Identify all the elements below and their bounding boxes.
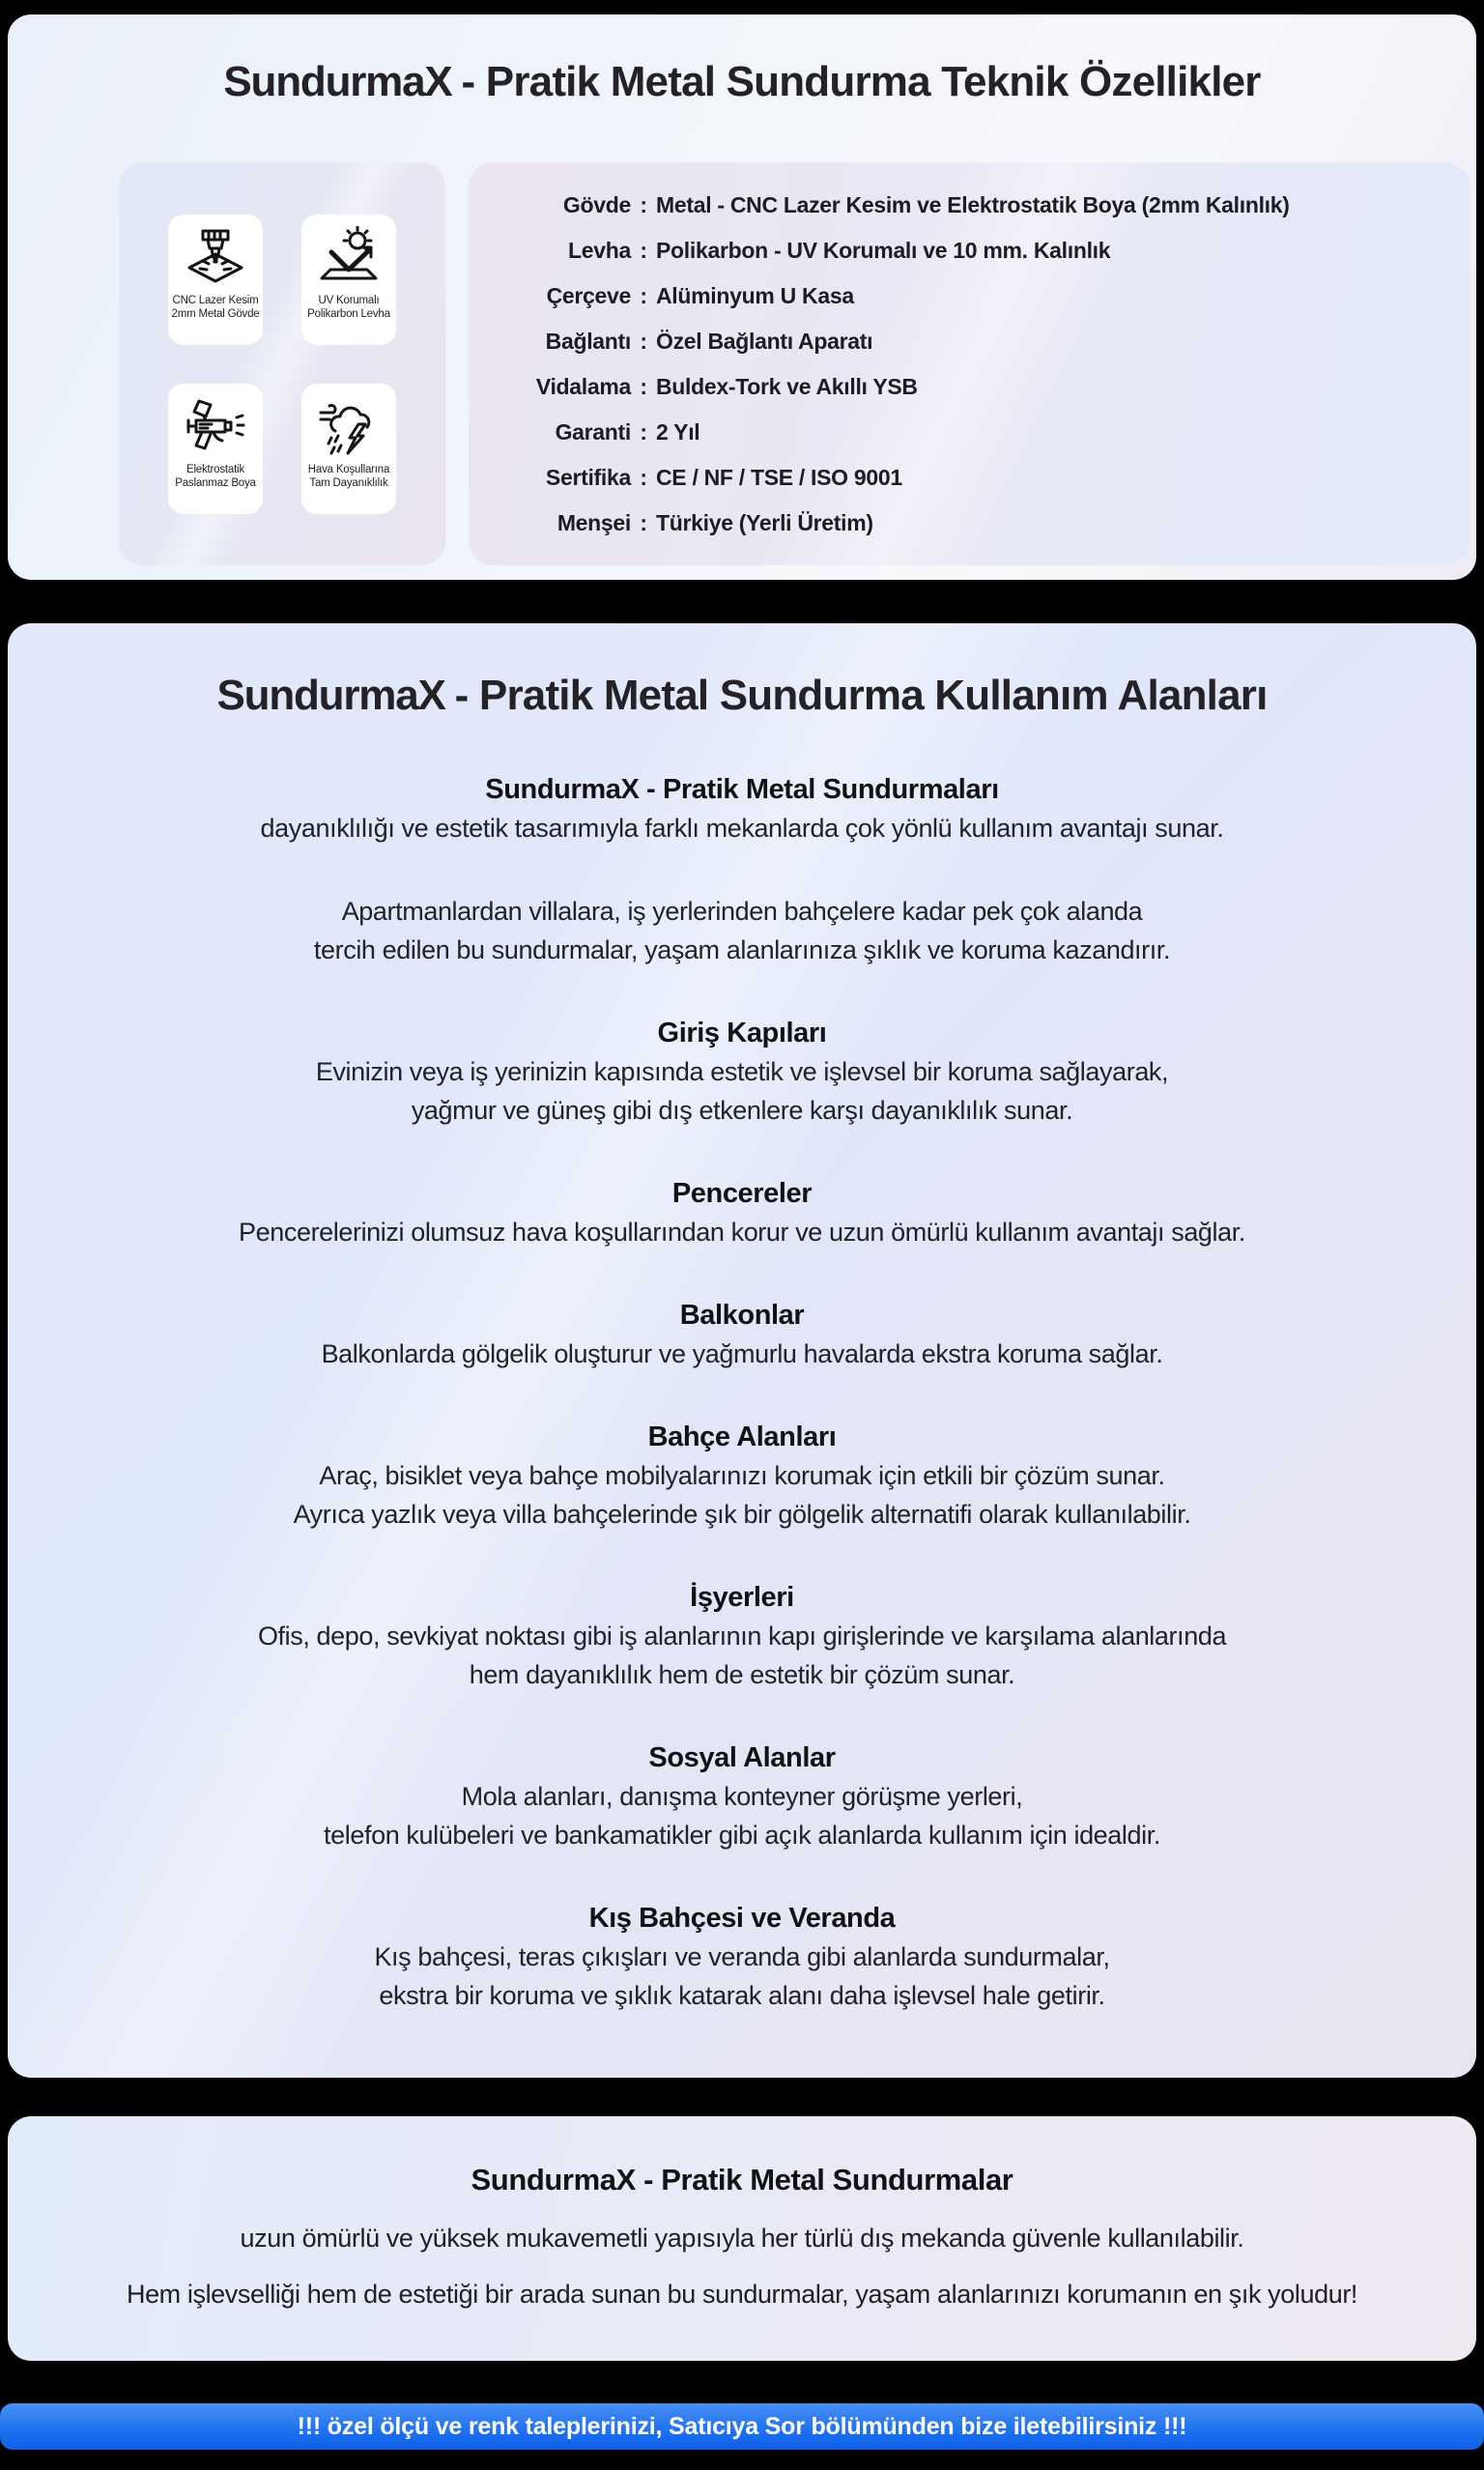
spec-value: Türkiye (Yerli Üretim): [656, 510, 873, 535]
usage-block-balconies: [8, 1296, 1476, 1373]
feature-card-weather: [301, 384, 396, 514]
feature-card-laser: [168, 215, 263, 345]
footer-note-text: !!! özel ölçü ve renk taleplerinizi, Satıcıya Sor bölümünden bize iletebilirsiniz !!!: [297, 2412, 1187, 2440]
spec-label: Levha: [568, 238, 631, 263]
feature-label-line2: Paslanmaz Boya: [175, 476, 256, 489]
spec-colon: :: [640, 419, 647, 445]
usage-block-line: telefon kulübeleri ve bankamatikler gibi açık alanlarda kullanım için idealdir.: [324, 1821, 1160, 1850]
spray-paint-icon: [185, 395, 246, 457]
brand-logo-text: SundurmaX: [223, 58, 452, 105]
usage-block-line: hem dayanıklılık hem de estetik bir çözüm sunar.: [469, 1660, 1015, 1689]
usage-block-heading: Bahçe Alanları: [647, 1422, 837, 1452]
usage-block-entrance-doors: [8, 1014, 1476, 1130]
usage-block-line: tercih edilen bu sundurmalar, yaşam alanlarınıza şıklık ve koruma kazandırır.: [313, 935, 1171, 964]
feature-card-paint: [168, 384, 263, 514]
feature-icons-panel: [119, 162, 445, 565]
spec-colon: :: [640, 374, 647, 399]
spec-row: [469, 228, 1470, 273]
spec-label: Sertifika: [545, 465, 631, 490]
feature-label: [307, 294, 390, 321]
spec-colon: :: [640, 192, 647, 217]
spec-value: Alüminyum U Kasa: [656, 283, 854, 308]
usage-block-windows: [8, 1174, 1476, 1251]
usage-block-garden: [8, 1418, 1476, 1534]
tech-specs-title: [8, 14, 1476, 107]
spec-value: Polikarbon - UV Korumalı ve 10 mm. Kalınlık: [656, 238, 1111, 263]
spec-colon: :: [640, 329, 647, 354]
feature-label: [175, 463, 256, 490]
feature-label-line2: 2mm Metal Gövde: [171, 307, 260, 320]
usage-block-heading: Kış Bahçesi ve Veranda: [588, 1903, 896, 1934]
spec-colon: :: [640, 238, 647, 263]
feature-label: [172, 294, 260, 321]
usage-block-workplaces: [8, 1578, 1476, 1694]
usage-block-heading: İşyerleri: [690, 1582, 794, 1613]
laser-cut-icon: [185, 226, 246, 288]
spec-row: [469, 455, 1470, 501]
feature-label-line1: Hava Koşullarına: [307, 463, 390, 475]
usage-block-heading: Balkonlar: [679, 1300, 805, 1331]
feature-label: [308, 463, 389, 490]
feature-label-line1: CNC Lazer Kesim: [172, 294, 259, 306]
spec-value: Metal - CNC Lazer Kesim ve Elektrostatik Boya (2mm Kalınlık): [656, 192, 1290, 217]
feature-card-uv: [301, 215, 396, 345]
uv-protection-icon: [318, 226, 380, 288]
usage-block-line: Balkonlarda gölgelik oluşturur ve yağmurlu havalarda ekstra koruma sağlar.: [321, 1339, 1163, 1368]
usage-block-line: Kış bahçesi, teras çıkışları ve veranda gibi alanlarda sundurmalar,: [374, 1942, 1110, 1971]
spec-row: [469, 273, 1470, 319]
footer-note-bar: [0, 2403, 1484, 2450]
spec-row: [469, 183, 1470, 228]
usage-block-overview: [8, 892, 1476, 969]
usage-block-line: Evinizin veya iş yerinizin kapısında estetik ve işlevsel bir koruma sağlayarak,: [315, 1057, 1169, 1086]
spec-row: [469, 364, 1470, 410]
spec-label: Garanti: [555, 419, 631, 445]
usage-block-line: yağmur ve güneş gibi dış etkenlere karşı dayanıklılık sunar.: [411, 1096, 1073, 1125]
usage-blocks: [8, 770, 1476, 2015]
tech-specs-title-rest: - Pratik Metal Sundurma Teknik Özellikler: [461, 58, 1261, 105]
weather-resistance-icon: [318, 395, 380, 457]
usage-block-heading: SundurmaX - Pratik Metal Sundurmaları: [485, 774, 999, 805]
usage-block-line: dayanıklılığı ve estetik tasarımıyla farklı mekanlarda çok yönlü kullanım avantajı sunar.: [260, 814, 1224, 843]
usage-block-line: Araç, bisiklet veya bahçe mobilyalarınızı korumak için etkili bir çözüm sunar.: [319, 1461, 1165, 1490]
spec-colon: :: [640, 510, 647, 535]
spec-row: [469, 501, 1470, 546]
summary-line: uzun ömürlü ve yüksek mukavemetli yapısıyla her türlü dış mekanda güvenle kullanılabilir.: [240, 2224, 1244, 2253]
usage-block-line: Ofis, depo, sevkiyat noktası gibi iş alanlarının kapı girişlerinde ve karşılama alanlarında: [257, 1622, 1227, 1651]
usage-block-social-areas: [8, 1738, 1476, 1854]
usage-block-line: Ayrıca yazlık veya villa bahçelerinde şık bir gölgelik alternatifi olarak kullanılabilir.: [293, 1500, 1191, 1529]
spec-label: Menşei: [556, 510, 631, 535]
usage-block-line: Pencerelerinizi olumsuz hava koşullarından korur ve uzun ömürlü kullanım avantajı sağlar.: [239, 1218, 1245, 1247]
spec-colon: :: [640, 283, 647, 308]
spec-label: Bağlantı: [545, 329, 631, 354]
usage-block-heading: Sosyal Alanlar: [648, 1742, 836, 1773]
tech-specs-card: [8, 14, 1476, 580]
feature-label-line2: Polikarbon Levha: [307, 307, 390, 320]
spec-list-panel: [469, 162, 1470, 565]
feature-label-line2: Tam Dayanıklılık: [309, 476, 388, 489]
spec-colon: :: [640, 465, 647, 490]
feature-label-line1: Elektrostatik: [186, 463, 245, 475]
summary-title: SundurmaX - Pratik Metal Sundurmalar: [471, 2163, 1013, 2197]
usage-areas-card: [8, 623, 1476, 2078]
usage-areas-title: [8, 672, 1476, 720]
spec-value: CE / NF / TSE / ISO 9001: [656, 465, 902, 490]
usage-block-line: Apartmanlardan villalara, iş yerlerinden bahçelere kadar pek çok alanda: [341, 897, 1143, 926]
usage-block-heading: Giriş Kapıları: [657, 1018, 827, 1048]
spec-value: Buldex-Tork ve Akıllı YSB: [656, 374, 918, 399]
spec-value: 2 Yıl: [656, 419, 700, 445]
spec-row: [469, 410, 1470, 455]
usage-block-heading: Pencereler: [671, 1178, 813, 1209]
feature-label-line1: UV Korumalı: [318, 294, 380, 306]
spec-label: Vidalama: [535, 374, 631, 399]
spec-row: [469, 319, 1470, 364]
tech-specs-body: [119, 162, 1470, 565]
usage-block-intro: [8, 770, 1476, 847]
spec-value: Özel Bağlantı Aparatı: [656, 329, 873, 354]
spec-label: Çerçeve: [546, 283, 631, 308]
brand-logo-text: SundurmaX: [216, 672, 445, 719]
usage-block-line: Mola alanları, danışma konteyner görüşme yerleri,: [461, 1782, 1023, 1811]
spec-label: Gövde: [562, 192, 631, 217]
summary-card: [8, 2116, 1476, 2361]
usage-block-line: ekstra bir koruma ve şıklık katarak alanı daha işlevsel hale getirir.: [379, 1981, 1105, 2010]
usage-block-winter-garden: [8, 1899, 1476, 2015]
summary-line: Hem işlevselliği hem de estetiği bir arada sunan bu sundurmalar, yaşam alanlarınızı korumanın en şık yoludur!: [126, 2280, 1358, 2309]
usage-areas-title-rest: - Pratik Metal Sundurma Kullanım Alanları: [454, 672, 1268, 719]
